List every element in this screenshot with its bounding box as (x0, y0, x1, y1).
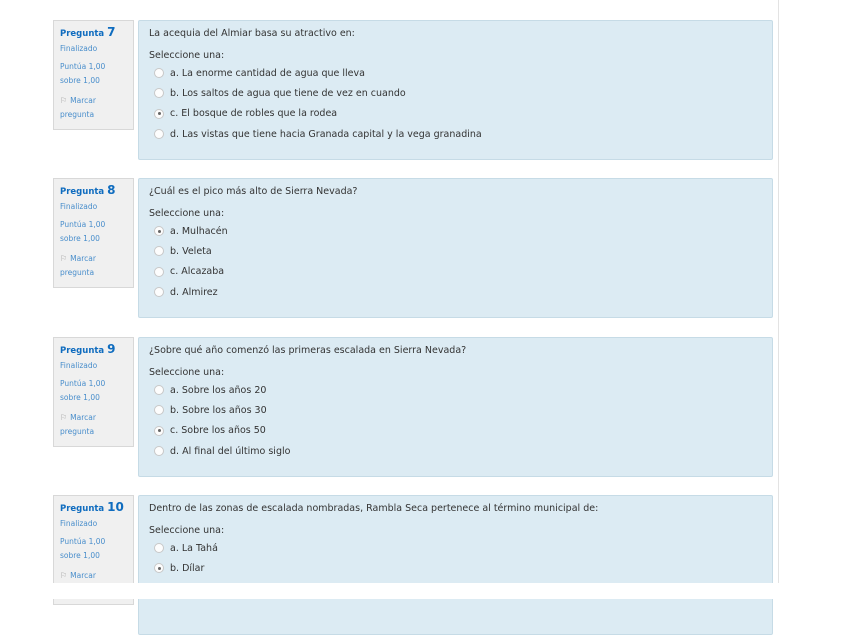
radio-button-selected[interactable] (154, 563, 164, 573)
question-word: Pregunta (60, 346, 105, 356)
answer-label: a. Mulhacén (170, 225, 228, 237)
answer-list (149, 221, 762, 302)
answer-list (149, 538, 762, 579)
answer-option (149, 441, 762, 461)
flag-icon: ⚐ (60, 96, 68, 105)
question-text: ¿Cuál es el pico más alto de Sierra Nevada? (149, 186, 358, 197)
question-state: Finalizado (60, 361, 98, 370)
question-number (60, 184, 127, 199)
question-text: Dentro de las zonas de escalada nombradas, Rambla Seca pertenece al término municipal de: (149, 503, 599, 514)
grade-line1: Puntúa 1,00 (60, 379, 106, 388)
question-number-value: 7 (107, 25, 116, 39)
flag-line1: Marcar (70, 413, 96, 422)
grade-line1: Puntúa 1,00 (60, 537, 106, 546)
flag-line1: Marcar (70, 254, 96, 263)
grade-line2: sobre 1,00 (60, 393, 100, 402)
flag-icon: ⚐ (60, 254, 68, 263)
flag-line1: Marcar (70, 96, 96, 105)
answer-label: c. Sobre los años 50 (170, 425, 266, 437)
content-border (778, 0, 779, 583)
answer-label: a. La Tahá (170, 542, 218, 554)
radio-button[interactable] (154, 129, 164, 139)
question-grade (60, 60, 127, 88)
radio-button[interactable] (154, 405, 164, 415)
answer-prompt: Seleccione una: (149, 525, 225, 536)
answer-option (149, 83, 762, 103)
answer-option (149, 221, 762, 241)
grade-line1: Puntúa 1,00 (60, 220, 106, 229)
answer-option (149, 538, 762, 558)
question-word: Pregunta (60, 29, 105, 39)
question-grade (60, 377, 127, 405)
question-info (53, 178, 134, 288)
radio-button[interactable] (154, 88, 164, 98)
radio-button[interactable] (154, 246, 164, 256)
grade-line2: sobre 1,00 (60, 234, 100, 243)
flag-icon: ⚐ (60, 571, 68, 580)
answer-label: b. Veleta (170, 245, 212, 257)
answer-prompt: Seleccione una: (149, 367, 225, 378)
answer-label: b. Dílar (170, 562, 205, 574)
flag-question-link[interactable] (60, 252, 127, 280)
grade-line1: Puntúa 1,00 (60, 62, 106, 71)
question-text: La acequia del Almiar basa su atractivo en: (149, 28, 355, 39)
grade-line2: sobre 1,00 (60, 76, 100, 85)
flag-question-link[interactable] (60, 94, 127, 122)
answer-label: c. El bosque de robles que la rodea (170, 108, 338, 120)
question-word: Pregunta (60, 504, 105, 514)
question-formulation (138, 337, 773, 477)
answer-label: d. Al final del último siglo (170, 445, 291, 457)
question-info (53, 337, 134, 447)
question-state: Finalizado (60, 202, 98, 211)
radio-button[interactable] (154, 385, 164, 395)
radio-button[interactable] (154, 68, 164, 78)
answer-label: a. La enorme cantidad de agua que lleva (170, 67, 365, 79)
radio-button[interactable] (154, 267, 164, 277)
flag-icon: ⚐ (60, 413, 68, 422)
radio-button-selected[interactable] (154, 109, 164, 119)
answer-option (149, 558, 762, 578)
question-info (53, 20, 134, 130)
radio-button[interactable] (154, 446, 164, 456)
flag-line1: Marcar (70, 571, 96, 580)
radio-button[interactable] (154, 543, 164, 553)
question-word: Pregunta (60, 187, 105, 197)
question-number (60, 26, 127, 41)
answer-label: d. Las vistas que tiene hacia Granada capital y la vega granadina (170, 128, 482, 140)
question-text: ¿Sobre qué año comenzó las primeras escalada en Sierra Nevada? (149, 345, 467, 356)
flag-question-link[interactable] (60, 411, 127, 439)
answer-list (149, 380, 762, 461)
answer-option (149, 380, 762, 400)
answer-label: b. Sobre los años 30 (170, 404, 267, 416)
question-state: Finalizado (60, 519, 98, 528)
question-state: Finalizado (60, 44, 98, 53)
answer-prompt: Seleccione una: (149, 50, 225, 61)
question-grade (60, 218, 127, 246)
answer-option (149, 282, 762, 302)
answer-option (149, 104, 762, 124)
answer-option (149, 241, 762, 261)
answer-option (149, 63, 762, 83)
radio-button[interactable] (154, 287, 164, 297)
flag-line2: pregunta (60, 110, 95, 119)
answer-option (149, 400, 762, 420)
radio-button-selected[interactable] (154, 226, 164, 236)
answer-label: d. Almirez (170, 286, 218, 298)
answer-list (149, 63, 762, 144)
question-number-value: 9 (107, 342, 116, 356)
question-formulation (138, 20, 773, 160)
question-number (60, 501, 127, 516)
flag-line2: pregunta (60, 268, 95, 277)
answer-label: c. Alcazaba (170, 266, 225, 278)
answer-prompt: Seleccione una: (149, 208, 225, 219)
answer-option (149, 124, 762, 144)
radio-button-selected[interactable] (154, 426, 164, 436)
question-number (60, 343, 127, 358)
answer-option (149, 421, 762, 441)
question-formulation (138, 495, 773, 635)
answer-option (149, 262, 762, 282)
bottom-blank-area (0, 583, 848, 599)
answer-label: b. Los saltos de agua que tiene de vez en cuando (170, 87, 406, 99)
answer-label: a. Sobre los años 20 (170, 384, 267, 396)
question-grade (60, 535, 127, 563)
question-number-value: 10 (107, 500, 124, 514)
question-formulation (138, 178, 773, 318)
flag-line2: pregunta (60, 427, 95, 436)
grade-line2: sobre 1,00 (60, 551, 100, 560)
question-number-value: 8 (107, 183, 116, 197)
